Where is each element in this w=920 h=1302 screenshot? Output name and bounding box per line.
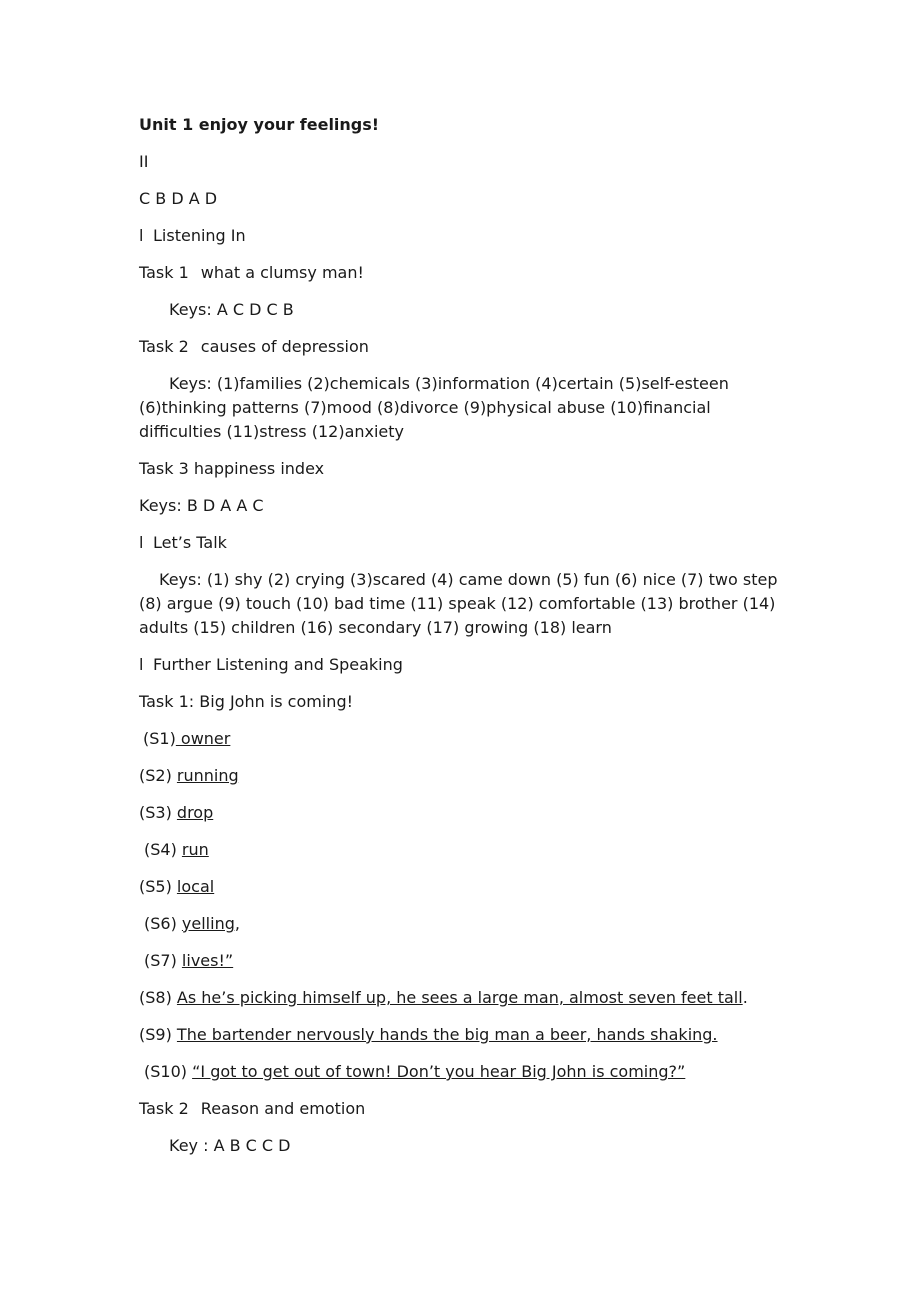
task2-keys: Keys: (1)families (2)chemicals (3)information (4)certain (5)self-esteen (6)thinking patterns (7)mood (8)divorce (9)physical abuse (10)financial difficulties (11)stress (12)anxiety	[139, 374, 729, 441]
task-name: Reason and emotion	[200, 1099, 366, 1118]
listening-in-heading	[139, 224, 789, 248]
item-label: (S7)	[144, 951, 177, 970]
task-label: Task 2	[139, 337, 189, 356]
further-task1-heading: Task 1: Big John is coming!	[139, 692, 354, 711]
task-label: Task 1	[139, 263, 189, 282]
item-label: (S5)	[139, 877, 172, 896]
document-page	[139, 113, 789, 1171]
item-answer: owner	[175, 729, 231, 748]
section-ii-label: II	[139, 152, 149, 171]
heading-text: Further Listening and Speaking	[153, 655, 403, 674]
item-label: (S3)	[139, 803, 172, 822]
task1-heading	[139, 261, 789, 285]
bullet-marker: l	[139, 226, 144, 245]
further-heading	[139, 653, 789, 677]
task2-heading	[139, 335, 789, 359]
page-title: Unit 1 enjoy your feelings!	[139, 115, 380, 134]
further-task2-keys: Key : A B C C D	[169, 1136, 291, 1155]
bullet-marker: l	[139, 533, 144, 552]
item-label: (S9)	[139, 1025, 172, 1044]
answer-item-s9	[139, 1023, 789, 1047]
item-answer: The bartender nervously hands the big man a beer, hands shaking.	[176, 1025, 718, 1044]
item-suffix: .	[742, 988, 748, 1007]
task1-keys: Keys: A C D C B	[169, 300, 294, 319]
task3-keys: Keys: B D A A C	[139, 496, 264, 515]
answer-item-s1	[139, 727, 789, 751]
answer-item-s5	[139, 875, 789, 899]
lets-talk-heading	[139, 531, 789, 555]
answer-item-s8	[139, 986, 789, 1010]
lets-talk-keys: Keys: (1) shy (2) crying (3)scared (4) came down (5) fun (6) nice (7) two step (8) argue (9) touch (10) bad time (11) speak (12) comfortable (13) brother (14) adults (15) children (16) secondary (17) growing (18) learn	[139, 570, 778, 637]
heading-text: Let’s Talk	[153, 533, 227, 552]
bullet-marker: l	[139, 655, 144, 674]
task3-heading: Task 3 happiness index	[139, 459, 325, 478]
heading-text: Listening In	[153, 226, 246, 245]
item-answer: lives!”	[181, 951, 234, 970]
answer-item-s10	[139, 1060, 789, 1084]
answer-item-s2	[139, 764, 789, 788]
item-suffix: ,	[234, 914, 240, 933]
further-task2-heading	[139, 1097, 789, 1121]
item-answer: drop	[176, 803, 214, 822]
item-label: (S2)	[139, 766, 172, 785]
item-label: (S1)	[143, 729, 176, 748]
item-label: (S10)	[144, 1062, 187, 1081]
item-label: (S4)	[144, 840, 177, 859]
answer-item-s7	[139, 949, 789, 973]
item-answer: running	[176, 766, 239, 785]
item-answer: As he’s picking himself up, he sees a large man, almost seven feet tall	[176, 988, 743, 1007]
task-name: causes of depression	[200, 337, 369, 356]
section-ii-answers: C B D A D	[139, 189, 218, 208]
answer-item-s4	[139, 838, 789, 862]
task-label: Task 2	[139, 1099, 189, 1118]
item-label: (S6)	[144, 914, 177, 933]
item-answer: yelling	[181, 914, 235, 933]
item-label: (S8)	[139, 988, 172, 1007]
item-answer: local	[176, 877, 215, 896]
item-answer: run	[181, 840, 209, 859]
answer-item-s3	[139, 801, 789, 825]
item-answer: “I got to get out of town! Don’t you hear Big John is coming?”	[192, 1062, 686, 1081]
answer-item-s6	[139, 912, 789, 936]
task-name: what a clumsy man!	[200, 263, 364, 282]
